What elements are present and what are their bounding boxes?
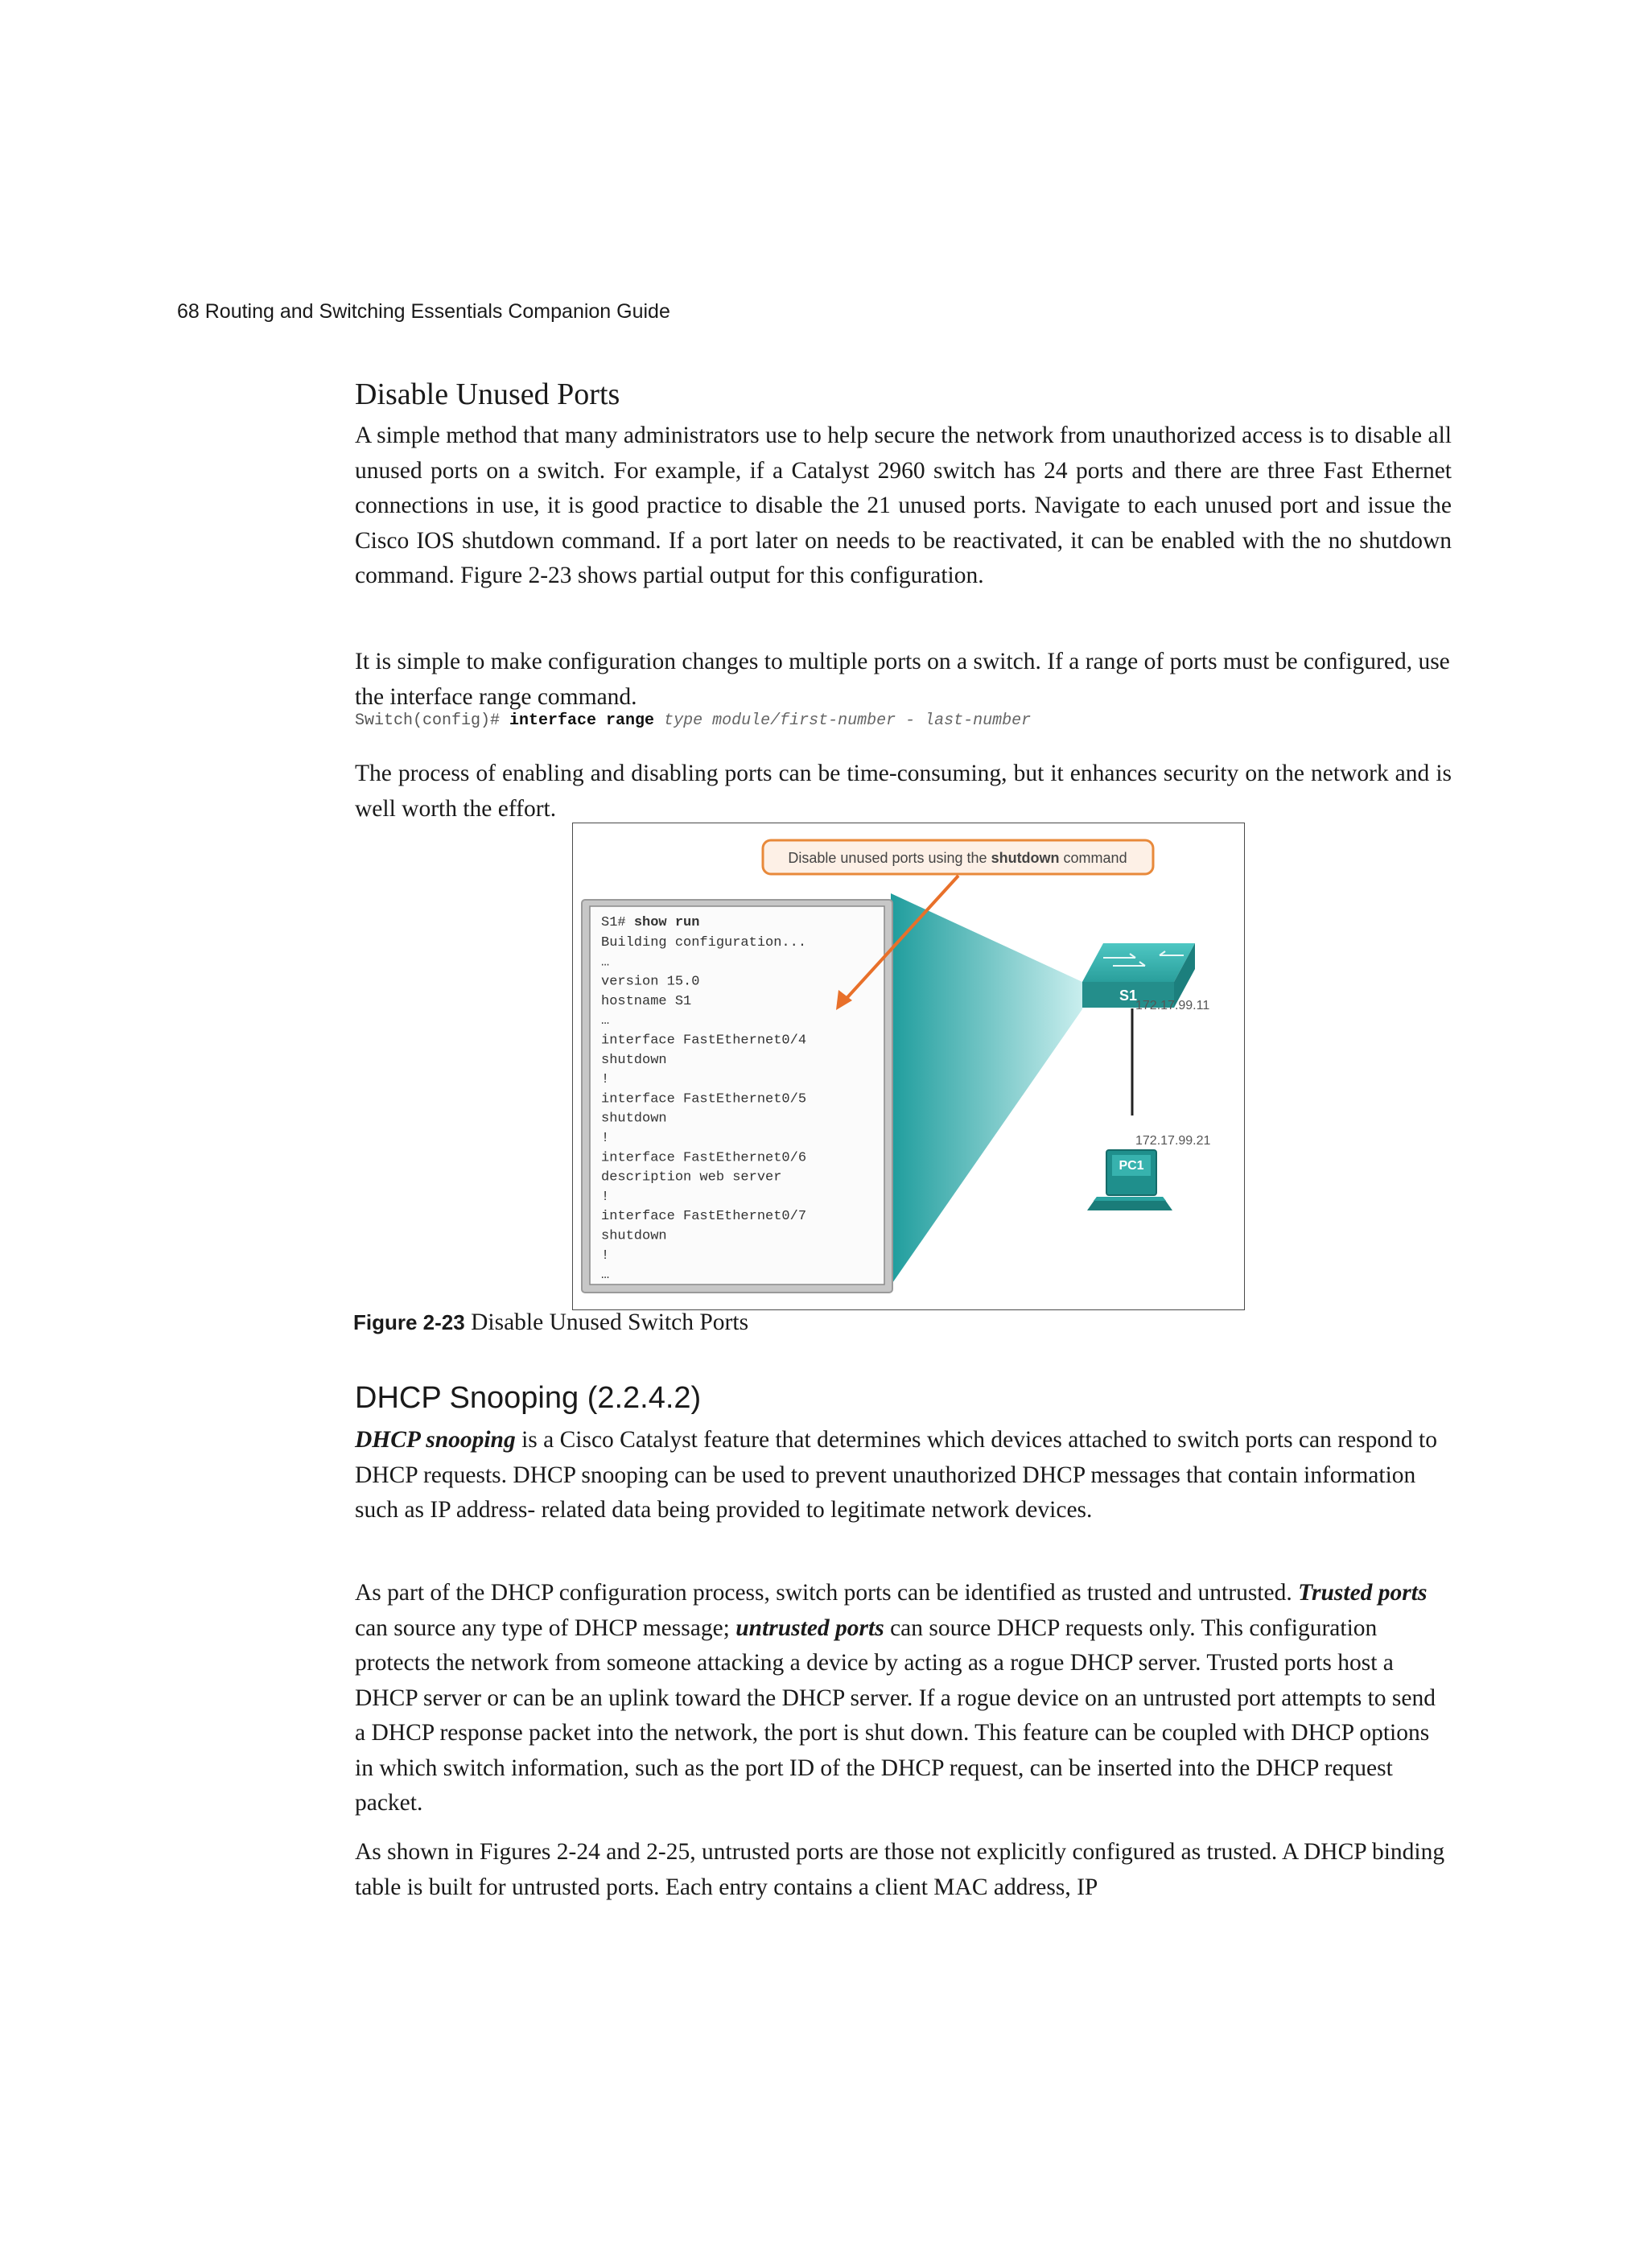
terminal-line: !: [601, 1072, 610, 1088]
syntax-prompt: Switch(config)#: [355, 711, 510, 730]
terminal-line: interface FastEthernet0/7: [601, 1209, 807, 1225]
terminal-line: !: [601, 1131, 610, 1146]
figure-caption: [353, 1309, 748, 1336]
term-dhcp-snooping: DHCP snooping: [355, 1427, 516, 1453]
figure-caption-text: Disable Unused Switch Ports: [464, 1309, 749, 1335]
terminal-command: show run: [633, 915, 700, 930]
terminal-line: …: [601, 1268, 610, 1284]
figure-disable-unused-ports: [572, 823, 1245, 1310]
syntax-command: interface range: [509, 711, 655, 730]
terminal-line: …: [601, 1013, 610, 1029]
switch-label: S1: [1119, 988, 1138, 1004]
switch-ip: 172.17.99.11: [1135, 999, 1210, 1012]
section-title-disable-unused-ports: Disable Unused Ports: [355, 377, 620, 411]
terminal-line: Building configuration...: [601, 935, 807, 950]
term-untrusted-ports: untrusted ports: [735, 1614, 884, 1641]
figure-label: Figure 2-23: [353, 1310, 465, 1334]
terminal-line: shutdown: [601, 1052, 667, 1068]
terminal-prompt: S1#: [601, 915, 634, 930]
pc-label: PC1: [1119, 1159, 1144, 1173]
terminal-line: interface FastEthernet0/6: [601, 1150, 807, 1166]
terminal-command-line: [601, 915, 699, 930]
terminal-line: shutdown: [601, 1228, 667, 1244]
terminal-line: interface FastEthernet0/5: [601, 1091, 807, 1107]
paragraph: DHCP snooping is a Cisco Catalyst feature that determines which devices attached to switch ports can respond to DHCP requests. DHCP snooping can be used to prevent unauthorized DHCP messages that contain information such as IP address- related data being provided to legitimate network devices.: [355, 1427, 1437, 1523]
command-syntax: [355, 711, 1031, 730]
terminal-line: !: [601, 1247, 610, 1264]
term-trusted-ports: Trusted ports: [1298, 1580, 1428, 1606]
syntax-arguments: type module/first-number - last-number: [654, 711, 1032, 730]
paragraph: A simple method that many administrators use to help secure the network from unauthorized access is to disable all unused ports on a switch. For example, if a Catalyst 2960 switch has 24 ports and there are three Fast Ethernet connections in use, it is good practice to disable the 21 unused ports. Navigate to each unused port and issue the Cisco IOS shutdown command. If a port later on needs to be reactivated, it can be enabled with the no shutdown command. Figure 2-23 shows partial output for this configuration.: [355, 423, 1452, 588]
paragraph: It is simple to make configuration changes to multiple ports on a switch. If a range of ports must be configured, use the interface range command.: [355, 649, 1450, 710]
terminal-line: shutdown: [601, 1111, 667, 1127]
running-header: 68 Routing and Switching Essentials Companion Guide: [177, 300, 670, 323]
terminal-line: version 15.0: [601, 974, 700, 990]
terminal-line: …: [601, 955, 610, 971]
terminal-line: description web server: [601, 1169, 782, 1186]
callout-text: Disable unused ports using the shutdown command: [788, 850, 1127, 866]
terminal-line: interface FastEthernet0/4: [601, 1033, 807, 1049]
paragraph: The process of enabling and disabling ports can be time-consuming, but it enhances security on the network and is well worth the effort.: [355, 761, 1452, 822]
switch-s1-icon: [1082, 943, 1195, 1008]
section-title-dhcp-snooping: DHCP Snooping (2.2.4.2): [355, 1381, 702, 1415]
paragraph: As shown in Figures 2-24 and 2-25, untrusted ports are those not explicitly configured as trusted. A DHCP binding table is built for untrusted ports. Each entry contains a client MAC address, IP: [355, 1839, 1445, 1900]
pc-ip: 172.17.99.21: [1135, 1134, 1211, 1148]
paragraph: As part of the DHCP configuration process, switch ports can be identified as trusted and untrusted. Trusted ports can source any type of DHCP message; untrusted ports can source DHCP requests only. This configuration protects the network from someone attacking a device by acting as a rogue DHCP server. Trusted ports host a DHCP server or can be an uplink toward the DHCP server. If a rogue device on an untrusted port attempts to send a DHCP response packet into the network, the port is shut down. This feature can be coupled with DHCP options in which switch information, such as the port ID of the DHCP request, can be inserted into the DHCP request packet.: [355, 1580, 1436, 1816]
terminal-line: !: [601, 1189, 610, 1205]
terminal-line: hostname S1: [601, 993, 692, 1009]
